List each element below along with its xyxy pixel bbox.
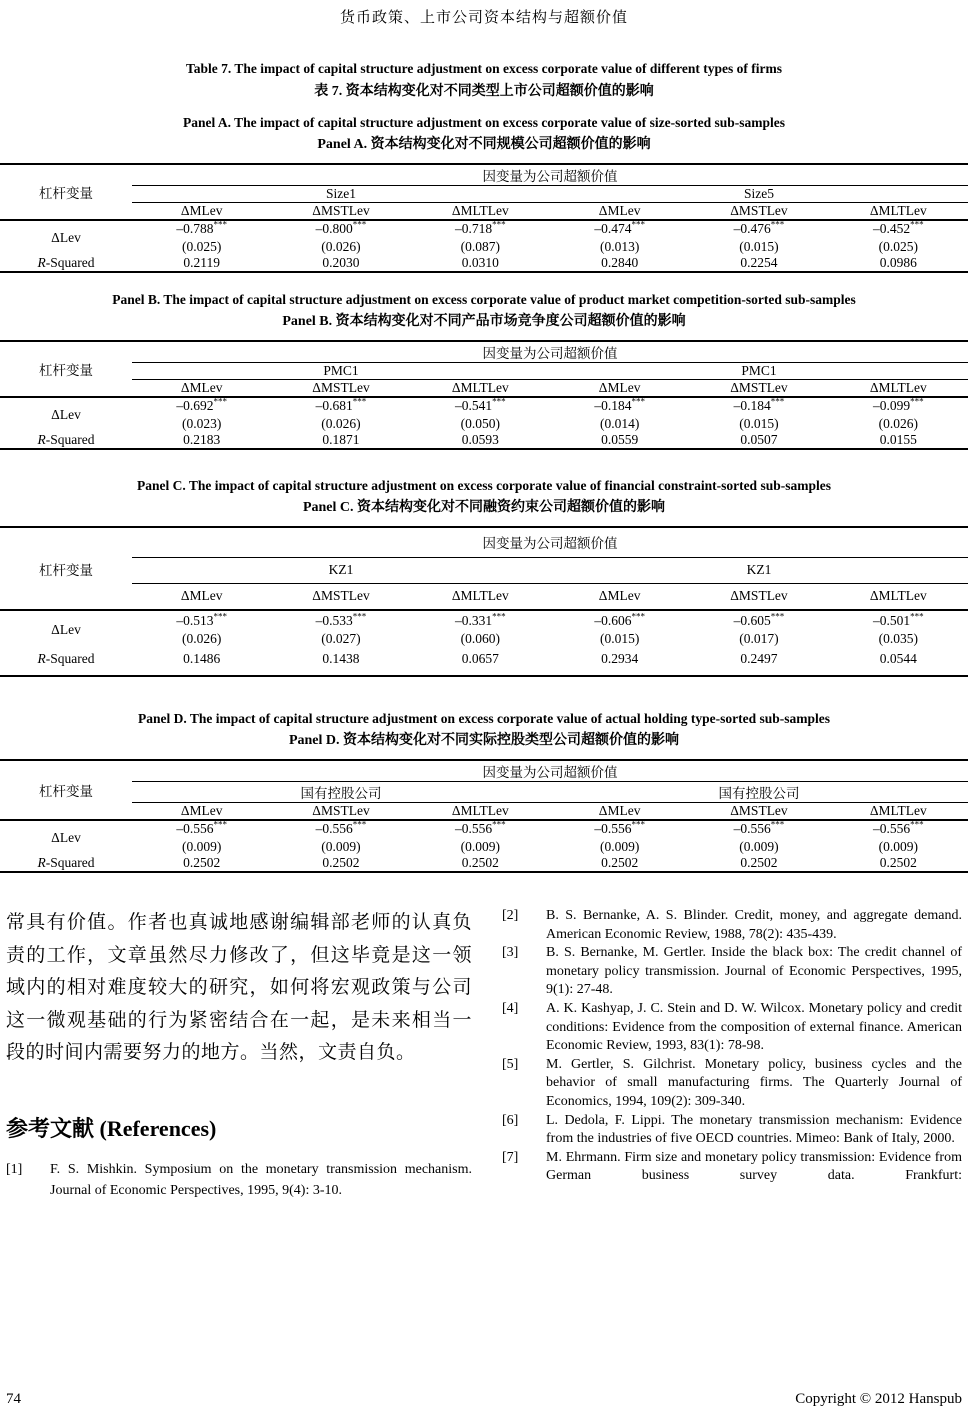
r-squared-value: 0.2030 [322,255,360,270]
coefficient-value: –0.606 [594,613,632,628]
reference-text: M. Ehrmann. Firm size and monetary policy transmission: Evidence from German business survey data. Frankfurt: [546,1149,962,1184]
coefficient-cell [271,397,410,432]
coefficient-value: –0.788 [176,221,214,236]
column-header: ΔMLev [132,803,271,821]
dependent-variable-row [0,760,968,782]
reference-text: B. S. Bernanke, M. Gertler. Inside the black box: The credit channel of monetary policy transmission. Journal of Economic Perspectives, 1995, 9(1): 27-48. [546,945,962,998]
coefficient-line [829,613,968,629]
panel-section [0,292,968,450]
r-squared-value: 0.0593 [461,432,499,447]
significance-stars: *** [770,819,785,830]
standard-error: (0.027) [321,631,361,646]
reference-number: [1] [6,1161,23,1177]
r-squared-row [0,649,968,676]
reference-item [6,1159,472,1202]
group-header-right: 国有控股公司 [550,782,968,803]
r-squared-value: 0.0507 [740,432,778,447]
column-header: ΔMLTLev [829,584,968,611]
coefficient-cell [829,397,968,432]
r-squared-row [0,432,968,449]
r-squared-value: 0.1486 [183,651,221,666]
column-header: ΔMSTLev [689,803,828,821]
stub-header: 杠杆变量 [0,341,132,397]
right-column [502,907,962,1202]
coefficient-cell [271,220,410,255]
column-header: ΔMLTLev [829,203,968,221]
coefficient-cell [132,220,271,255]
significance-stars: *** [492,396,506,407]
standard-error: (0.026) [181,631,222,646]
regression-table [0,759,968,873]
group-header-right: PMC1 [550,363,968,380]
group-header-left: 国有控股公司 [132,782,550,803]
r-squared-value: 0.2502 [740,855,778,870]
acknowledgment-paragraph: 常具有价值。作者也真诚地感谢编辑部老师的认真负责的工作，文章虽然尽力修改了，但这毕竟是这一领域内的相对难度较大的研究，如何将宏观政策与公司这一微观基础的行为紧密结合在一起，是未来相当一段的时间内需要努力的地方。当然，文责自负。 [6,912,472,1063]
coefficient-cell [132,820,271,855]
dependent-variable-row [0,527,968,558]
r-squared-label-italic: R [37,855,46,870]
group-header-row [0,363,968,380]
standard-error: (0.009) [878,839,918,854]
r-squared-value: 0.0544 [879,651,917,666]
standard-error: (0.009) [460,839,500,854]
r-squared-value: 0.2502 [322,855,360,870]
r-squared-value: 0.0155 [879,432,917,447]
significance-stars: *** [352,819,367,830]
r-squared-label [0,855,132,872]
coefficient-value: –0.501 [873,613,911,628]
r-squared-label-rest: -Squared [45,651,95,666]
reference-item [502,1056,962,1112]
significance-stars: *** [770,396,785,407]
r-squared-label [0,649,132,676]
reference-item [502,1000,962,1056]
coefficient-line [132,221,271,237]
standard-error: (0.015) [599,631,640,646]
table7-caption-cn: 表 7. 资本结构变化对不同类型上市公司超额价值的影响 [314,84,654,99]
r-squared-label-italic: R [37,432,46,447]
reference-text: L. Dedola, F. Lippi. The monetary transmission mechanism: Evidence from the industries of five OECD countries. Mimeo: Bank of Italy, 2000. [546,1112,962,1147]
column-header: ΔMSTLev [689,584,828,611]
significance-stars: *** [492,219,506,230]
coefficient-value: –0.184 [594,398,632,413]
reference-item [502,944,962,1000]
group-header-row [0,186,968,203]
standard-error: (0.013) [599,239,640,254]
column-header: ΔMLTLev [411,803,550,821]
column-header: ΔMSTLev [689,380,828,398]
coefficient-cell [829,610,968,649]
coefficient-value: –0.800 [315,221,353,236]
coefficient-value: –0.476 [733,221,771,236]
r-squared-label-rest: -Squared [45,855,95,870]
coefficient-value: –0.099 [873,398,911,413]
group-header-left: Size1 [132,186,550,203]
significance-stars: *** [213,819,227,830]
group-header-left: PMC1 [132,363,550,380]
significance-stars: *** [631,611,645,622]
column-header-row [0,584,968,611]
reference-list-right [502,907,962,1186]
dlev-row-label: ΔLev [51,230,81,245]
coefficient-line [411,398,550,414]
coefficient-row [0,610,968,649]
column-header-row [0,203,968,221]
r-squared-value: 0.2119 [183,255,220,270]
coefficient-cell [550,397,689,432]
page-number: 74 [6,1391,21,1407]
significance-stars: *** [910,396,924,407]
standard-error: (0.026) [878,416,918,431]
standard-error: (0.026) [321,416,361,431]
coefficient-cell [829,820,968,855]
two-column-text-section [0,907,968,1202]
coefficient-cell [689,397,828,432]
column-header: ΔMSTLev [271,380,410,398]
r-squared-value: 0.2502 [601,855,639,870]
table7-panels [0,115,968,873]
coefficient-line [829,398,968,414]
column-header: ΔMLTLev [411,380,550,398]
group-header-right: KZ1 [550,558,968,584]
reference-list-left [6,1159,472,1202]
stub-header: 杠杆变量 [0,760,132,820]
coefficient-line [550,398,689,414]
r-squared-value: 0.0310 [461,255,499,270]
dlev-row-label: ΔLev [51,830,81,845]
table7-caption-en: Table 7. The impact of capital structure adjustment on excess corporate value of different types of firms [185,61,783,76]
standard-error: (0.015) [739,239,779,254]
column-header-row [0,380,968,398]
panel-title-cn: Panel B. 资本结构变化对不同产品市场竞争度公司超额价值的影响 [282,314,686,329]
column-header: ΔMSTLev [271,803,410,821]
significance-stars: *** [213,611,227,622]
coefficient-line [132,821,271,837]
regression-table [0,340,968,450]
coefficient-cell [550,820,689,855]
column-header: ΔMLev [132,584,271,611]
column-header: ΔMLev [550,584,689,611]
r-squared-value: 0.0657 [461,651,499,666]
coefficient-line [271,398,410,414]
coefficient-line [550,613,689,629]
column-header: ΔMLTLev [411,203,550,221]
reference-text: M. Gertler, S. Gilchrist. Monetary policy, business cycles and the behavior of small manufacturing firms. The Quarterly Journal of Economics, 1994, 109(2): 309-340. [546,1056,962,1109]
coefficient-value: –0.556 [455,821,493,836]
significance-stars: *** [352,611,367,622]
column-header: ΔMLev [550,380,689,398]
significance-stars: *** [910,819,924,830]
significance-stars: *** [492,611,506,622]
panel-title-en: Panel C. The impact of capital structure adjustment on excess corporate value of financial constraint-sorted sub-samples [137,478,831,493]
reference-text: F. S. Mishkin. Symposium on the monetary transmission mechanism. Journal of Economic Perspectives, 1995, 9(4): 3-10. [50,1161,472,1198]
reference-number: [2] [502,908,519,923]
significance-stars: *** [352,396,367,407]
standard-error: (0.087) [460,239,500,254]
significance-stars: *** [631,819,645,830]
coefficient-value: –0.681 [315,398,353,413]
standard-error: (0.025) [181,239,222,254]
coefficient-cell [689,610,828,649]
panel-section [0,115,968,273]
coefficient-cell [689,820,828,855]
r-squared-value: 0.2934 [601,651,639,666]
running-head-title: 货币政策、上市公司资本结构与超额价值 [339,10,628,26]
standard-error: (0.009) [739,839,779,854]
r-squared-label-rest: -Squared [45,255,95,270]
coefficient-value: –0.452 [873,221,911,236]
coefficient-cell [271,610,410,649]
significance-stars: *** [910,611,924,622]
r-squared-label [0,255,132,272]
coefficient-line [411,613,550,629]
coefficient-cell [689,220,828,255]
stub-header: 杠杆变量 [0,527,132,610]
column-header: ΔMLev [550,203,689,221]
r-squared-label [0,432,132,449]
panel-title-cn: Panel D. 资本结构变化对不同实际控股类型公司超额价值的影响 [288,733,680,748]
coefficient-value: –0.331 [455,613,493,628]
column-header: ΔMLTLev [829,803,968,821]
reference-item [502,1112,962,1149]
r-squared-row [0,255,968,272]
dependent-variable-header: 因变量为公司超额价值 [132,760,968,782]
reference-item [502,907,962,944]
significance-stars: *** [910,219,924,230]
dependent-variable-header: 因变量为公司超额价值 [132,527,968,558]
standard-error: (0.014) [599,416,640,431]
standard-error: (0.023) [181,416,222,431]
coefficient-cell [829,220,968,255]
reference-number: [7] [502,1149,519,1165]
regression-table [0,526,968,677]
significance-stars: *** [352,219,367,230]
panel-section [0,711,968,873]
group-header-left: KZ1 [132,558,550,584]
coefficient-value: –0.556 [733,821,771,836]
panel-title-en: Panel B. The impact of capital structure adjustment on excess corporate value of product market competition-sorted sub-samples [112,292,856,307]
r-squared-value: 0.2502 [879,855,917,870]
coefficient-value: –0.556 [315,821,353,836]
dependent-variable-header: 因变量为公司超额价值 [132,164,968,186]
standard-error: (0.026) [321,239,361,254]
coefficient-line [271,613,410,629]
column-header: ΔMSTLev [689,203,828,221]
coefficient-line [829,221,968,237]
coefficient-line [411,821,550,837]
standard-error: (0.009) [181,839,222,854]
dlev-row-label: ΔLev [51,622,81,637]
coefficient-line [550,221,689,237]
left-column [6,907,472,1202]
coefficient-cell [411,610,550,649]
coefficient-line [689,221,828,237]
coefficient-row [0,820,968,855]
r-squared-label-italic: R [37,651,46,666]
significance-stars: *** [770,219,785,230]
coefficient-line [132,398,271,414]
standard-error: (0.050) [460,416,500,431]
group-header-row [0,558,968,584]
coefficient-line [689,821,828,837]
standard-error: (0.025) [878,239,918,254]
coefficient-value: –0.556 [594,821,632,836]
standard-error: (0.015) [739,416,779,431]
panel-title-en: Panel D. The impact of capital structure adjustment on excess corporate value of actual holding type-sorted sub-samples [137,711,831,726]
column-header: ΔMLTLev [829,380,968,398]
r-squared-label-italic: R [37,255,46,270]
dependent-variable-header: 因变量为公司超额价值 [132,341,968,363]
r-squared-value: 0.1871 [322,432,360,447]
r-squared-value: 0.2497 [740,651,778,666]
coefficient-line [689,398,828,414]
standard-error: (0.035) [878,631,918,646]
significance-stars: *** [213,219,227,230]
r-squared-value: 0.2840 [601,255,639,270]
coefficient-line [271,821,410,837]
reference-number: [5] [502,1056,519,1072]
panel-title-en: Panel A. The impact of capital structure adjustment on excess corporate value of size-sorted sub-samples [182,115,786,130]
panel-title-cn: Panel C. 资本结构变化对不同融资约束公司超额价值的影响 [302,500,666,515]
coefficient-cell [411,820,550,855]
significance-stars: *** [492,819,506,830]
column-header: ΔMSTLev [271,584,410,611]
standard-error: (0.017) [739,631,779,646]
significance-stars: *** [770,611,785,622]
r-squared-label-rest: -Squared [45,432,95,447]
r-squared-value: 0.2502 [183,855,221,870]
coefficient-line [689,613,828,629]
column-header: ΔMSTLev [271,203,410,221]
r-squared-value: 0.2183 [183,432,221,447]
r-squared-value: 0.2502 [461,855,499,870]
column-header: ΔMLTLev [411,584,550,611]
standard-error: (0.009) [321,839,361,854]
coefficient-cell [411,397,550,432]
coefficient-value: –0.474 [594,221,632,236]
coefficient-line [550,821,689,837]
column-header-row [0,803,968,821]
significance-stars: *** [631,219,645,230]
references-heading: 参考文献 (References) [6,1115,217,1141]
coefficient-cell [132,610,271,649]
reference-text: A. K. Kashyap, J. C. Stein and D. W. Wilcox. Monetary policy and credit conditions: Evidence from the composition of external finance. American Economic Review, 1993, 83(1): 78-98. [546,1000,962,1054]
column-header: ΔMLev [132,380,271,398]
coefficient-cell [132,397,271,432]
regression-table [0,163,968,273]
standard-error: (0.060) [460,631,500,646]
dependent-variable-row [0,341,968,363]
reference-number: [6] [502,1112,519,1128]
significance-stars: *** [213,396,227,407]
coefficient-line [271,221,410,237]
coefficient-value: –0.692 [176,398,214,413]
reference-item [502,1149,962,1186]
r-squared-value: 0.2254 [740,255,778,270]
reference-text: B. S. Bernanke, A. S. Blinder. Credit, money, and aggregate demand. American Economic Review, 1988, 78(2): 435-439. [546,908,962,942]
column-header: ΔMLev [550,803,689,821]
stub-header: 杠杆变量 [0,164,132,220]
coefficient-value: –0.556 [176,821,214,836]
coefficient-line [132,613,271,629]
group-header-right: Size5 [550,186,968,203]
coefficient-cell [550,220,689,255]
coefficient-cell [550,610,689,649]
coefficient-value: –0.605 [733,613,771,628]
copyright-notice: Copyright © 2012 Hanspub [795,1391,962,1407]
significance-stars: *** [631,396,645,407]
panel-section [0,478,968,677]
coefficient-value: –0.541 [455,398,493,413]
coefficient-value: –0.513 [176,613,214,628]
reference-number: [4] [502,1000,519,1016]
coefficient-line [411,221,550,237]
panel-title-cn: Panel A. 资本结构变化对不同规模公司超额价值的影响 [317,137,651,152]
reference-number: [3] [502,945,519,961]
r-squared-value: 0.0559 [601,432,639,447]
column-header: ΔMLev [132,203,271,221]
coefficient-cell [271,820,410,855]
coefficient-line [829,821,968,837]
coefficient-value: –0.533 [315,613,353,628]
group-header-row [0,782,968,803]
coefficient-cell [411,220,550,255]
dependent-variable-row [0,164,968,186]
r-squared-row [0,855,968,872]
coefficient-value: –0.556 [873,821,911,836]
standard-error: (0.009) [599,839,640,854]
coefficient-row [0,397,968,432]
r-squared-value: 0.0986 [879,255,917,270]
dlev-row-label: ΔLev [51,407,81,422]
coefficient-value: –0.184 [733,398,771,413]
r-squared-value: 0.1438 [322,651,360,666]
coefficient-row [0,220,968,255]
coefficient-value: –0.718 [455,221,493,236]
